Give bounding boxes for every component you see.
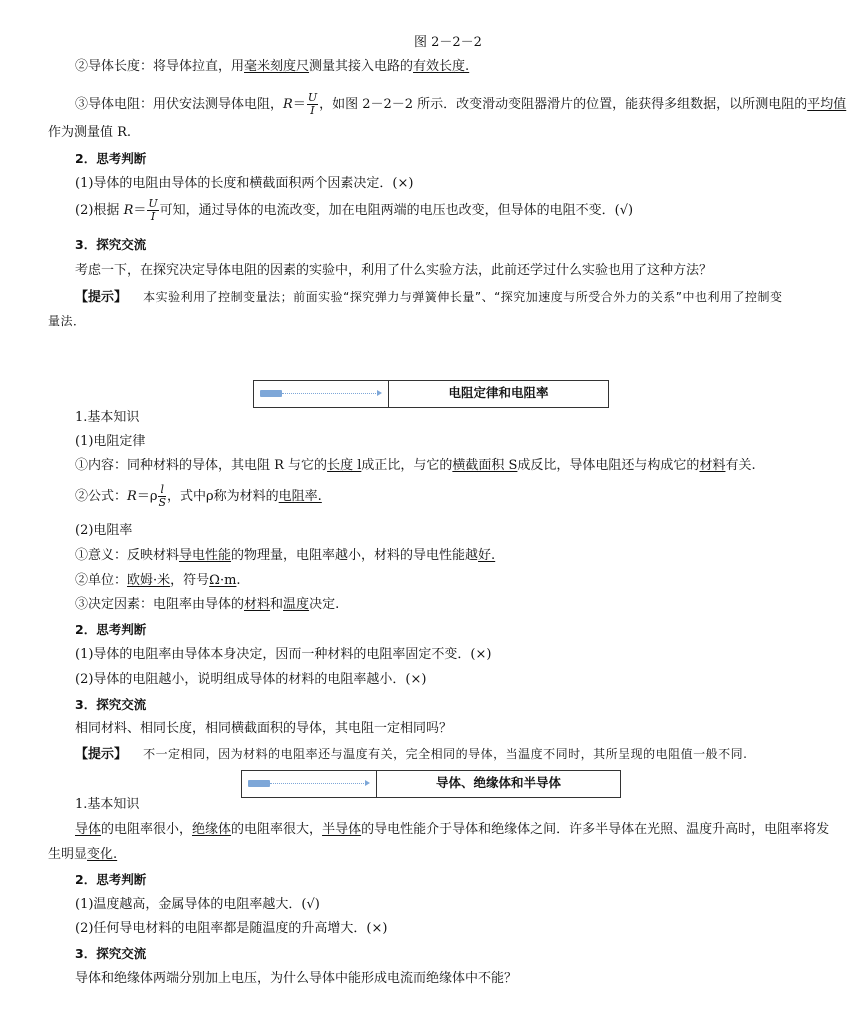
banner-title: 电阻定律和电阻率 (448, 385, 549, 400)
text: 的电阻率很大， (231, 822, 323, 837)
formula-symbol: R (123, 203, 134, 218)
text: ，如图 2－2－2 所示．改变滑动变阻器滑片的位置，能获得多组数据，以所测电阻的 (319, 97, 808, 112)
banner-decoration (242, 771, 377, 797)
hint-text: 量法． (48, 314, 86, 328)
text: ，符号 (170, 573, 210, 588)
banner-title: 导体、绝缘体和半导体 (435, 775, 561, 790)
text: 成反比，导体电阻还与构成它的 (517, 458, 700, 473)
fraction-denominator: I (150, 210, 156, 223)
section-heading: 1.基本知识 (75, 797, 140, 812)
text: (2)根据 (75, 203, 124, 218)
judgement-item: (2)导体的电阻越小，说明组成导体的材料的电阻率越小．(×) (75, 672, 427, 687)
judgement-item (75, 198, 633, 224)
section-heading: 3．探究交流 (75, 237, 147, 252)
fraction (147, 198, 158, 223)
text: 成正比，与它的 (361, 458, 453, 473)
text: ①内容：同种材料的导体，其电阻 R 与它的 (75, 458, 328, 473)
judgement-item: (1)导体的电阻由导体的长度和横截面积两个因素决定．(×) (75, 176, 414, 191)
underlined-answer: 绝缘体 (192, 822, 232, 837)
underlined-answer: 导体 (75, 822, 102, 837)
arrow-right-icon (377, 390, 382, 396)
text: 和 (270, 597, 284, 612)
section-heading: 3．探究交流 (75, 697, 147, 712)
fraction-numerator: l (158, 484, 166, 497)
fraction-numerator: U (307, 91, 318, 104)
underlined-answer: 导电性能 (179, 548, 232, 563)
formula-symbol: ＝ (292, 97, 306, 112)
text-line (75, 821, 829, 839)
underlined-answer: 横截面积 S (452, 458, 518, 473)
text: 可知，通过导体的电流改变，加在电阻两端的电压也改变，但导体的电阻不变．(√) (159, 203, 634, 218)
text: ③导体电阻：用伏安法测导体电阻， (75, 97, 284, 112)
question: 相同材料、相同长度，相同横截面积的导体，其电阻一定相同吗？ (75, 721, 453, 736)
sub-heading: (1)电阻定律 (75, 434, 146, 449)
sub-heading: (2)电阻率 (75, 523, 133, 538)
question: 考虑一下，在探究决定导体电阻的因素的实验中，利用了什么实验方法，此前还学过什么实验也用了这种方法？ (75, 263, 713, 278)
hint-label: 【提示】 (75, 290, 128, 305)
banner-bar-icon (248, 780, 270, 787)
figure-caption: 图 2－2－2 (414, 35, 482, 50)
formula-line (75, 484, 322, 510)
text: 的导电性能介于导体和绝缘体之间．许多半导体在光照、温度升高时，电阻率将发 (361, 822, 830, 837)
text-line (48, 846, 117, 864)
fraction-denominator: S (158, 496, 167, 509)
formula-symbol: R (283, 97, 293, 112)
underlined-answer: Ω·m (209, 573, 237, 588)
text-line (75, 92, 846, 118)
banner-dash (282, 393, 378, 394)
text-line (75, 58, 469, 76)
hint-text: 不一定相同，因为材料的电阻率还与温度有关，完全相同的导体，当温度不同时，其所呈现的电阻值一般不同. (143, 747, 748, 761)
underlined-answer: 毫米刻度尺 (244, 59, 310, 74)
formula-symbol: R (127, 489, 137, 504)
underlined-answer: 变化. (87, 847, 118, 862)
section-banner (241, 770, 621, 798)
underlined-answer: 长度 l (327, 458, 362, 473)
question: 导体和绝缘体两端分别加上电压，为什么导体中能形成电流而绝缘体中不能？ (75, 971, 518, 986)
underlined-answer: 有效长度. (413, 59, 470, 74)
text: 测量其接入电路的 (309, 59, 414, 74)
hint-text: 本实验利用了控制变量法；前面实验“探究弹力与弹簧伸长量”、“探究加速度与所受合外力的关系”中也利用了控制变 (143, 290, 783, 304)
section-heading: 3．探究交流 (75, 946, 147, 961)
text: ②公式： (75, 489, 128, 504)
text: 决定. (309, 597, 340, 612)
banner-dash (270, 783, 366, 784)
underlined-answer: 材料 (699, 458, 726, 473)
underlined-answer: 电阻率. (278, 489, 322, 504)
underlined-answer: 半导体 (322, 822, 362, 837)
text: 的物理量，电阻率越小，材料的导电性能越 (231, 548, 479, 563)
text: 的电阻率很小， (101, 822, 193, 837)
underlined-answer: 温度 (283, 597, 310, 612)
text: ②导体长度：将导体拉直，用 (75, 59, 245, 74)
judgement-item: (1)温度越高，金属导体的电阻率越大．(√) (75, 897, 320, 912)
text: ①意义：反映材料 (75, 548, 180, 563)
hint-line (75, 745, 747, 764)
text: 有关. (725, 458, 756, 473)
section-heading: 2．思考判断 (75, 151, 147, 166)
banner-decoration (254, 381, 389, 407)
judgement-item: (1)导体的电阻率由导体本身决定，因而一种材料的电阻率固定不变．(×) (75, 647, 492, 662)
banner-bar-icon (260, 390, 282, 397)
text: . (236, 573, 241, 588)
section-heading: 2．思考判断 (75, 872, 147, 887)
text-line (75, 596, 339, 614)
underlined-answer: 材料 (244, 597, 271, 612)
text-line (75, 572, 241, 590)
fraction-numerator: U (148, 197, 158, 210)
underlined-answer: 欧姆·米 (127, 573, 171, 588)
formula-symbol: ＝ρ (136, 489, 158, 504)
hint-label: 【提示】 (75, 747, 128, 762)
formula-symbol: ＝ (133, 203, 147, 218)
underlined-answer: 好. (478, 548, 496, 563)
fraction (158, 484, 166, 509)
section-banner (253, 380, 609, 408)
judgement-item: (2)任何导电材料的电阻率都是随温度的升高增大．(×) (75, 921, 388, 936)
text: 生明显 (48, 847, 88, 862)
text: ，式中ρ称为材料的 (167, 489, 279, 504)
text-line (75, 457, 756, 475)
fraction (307, 92, 318, 117)
text-line (75, 547, 495, 565)
underlined-answer: 平均值 (807, 97, 847, 112)
text: ②单位： (75, 573, 128, 588)
fraction-denominator: I (310, 104, 315, 117)
section-heading: 2．思考判断 (75, 622, 147, 637)
section-heading: 1.基本知识 (75, 410, 140, 425)
arrow-right-icon (365, 780, 370, 786)
hint-line (75, 288, 783, 307)
text: ③决定因素：电阻率由导体的 (75, 597, 245, 612)
text-line: 作为测量值 R. (48, 125, 132, 140)
